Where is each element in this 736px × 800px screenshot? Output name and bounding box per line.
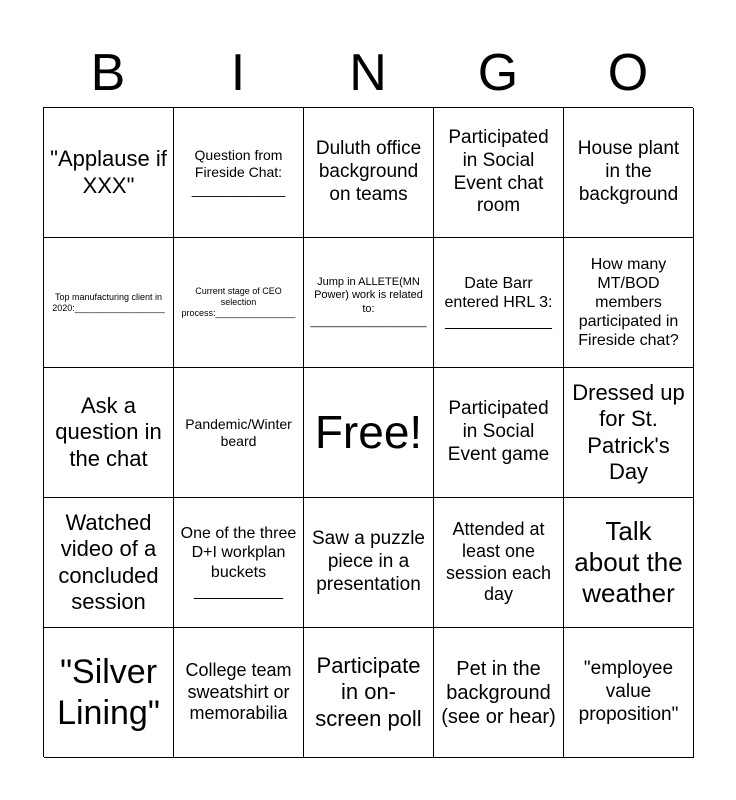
bingo-cell[interactable] <box>304 628 434 758</box>
cell-text: "employee value proposition" <box>578 658 679 725</box>
cell-text: Dressed up for St. Patrick's Day <box>572 379 685 484</box>
bingo-header <box>43 40 693 106</box>
bingo-cell[interactable] <box>434 108 564 238</box>
cell-text: Current stage of CEO selection process:________________ <box>181 286 296 318</box>
header-letter-g: G <box>477 44 519 102</box>
cell-text: Top manufacturing client in 2020:__________________ <box>52 291 165 313</box>
cell-text: Pet in the background (see or hear) <box>441 657 556 728</box>
cell-text: "Silver Lining" <box>57 652 160 732</box>
header-letter-n: N <box>349 44 387 102</box>
cell-text: How many MT/BOD members participated in Fireside chat? <box>578 255 679 350</box>
header-letter-i: I <box>230 44 246 102</box>
header-letter-b: B <box>90 44 126 102</box>
cell-text: Participate in on-screen poll <box>315 652 422 731</box>
bingo-cell[interactable] <box>174 108 304 238</box>
bingo-cell[interactable] <box>304 498 434 628</box>
cell-text: Participated in Social Event game <box>447 398 550 465</box>
cell-text: Ask a question in the chat <box>55 392 162 471</box>
bingo-cell[interactable] <box>44 628 174 758</box>
bingo-cell[interactable] <box>304 108 434 238</box>
cell-text: Duluth office background on teams <box>315 138 422 205</box>
cell-text: Date Barr entered HRL 3: ____________ <box>444 274 553 331</box>
bingo-cell[interactable] <box>44 498 174 628</box>
bingo-cell[interactable] <box>434 368 564 498</box>
bingo-cell[interactable] <box>174 498 304 628</box>
cell-text: College team sweatshirt or memorabilia <box>185 660 292 724</box>
cell-text: Pandemic/Winter beard <box>185 415 292 449</box>
bingo-cell-free[interactable] <box>304 368 434 498</box>
bingo-cell[interactable] <box>564 108 694 238</box>
header-letter-o: O <box>607 44 649 102</box>
bingo-cell[interactable] <box>304 238 434 368</box>
cell-text: "Applause if XXX" <box>50 146 167 198</box>
bingo-cell[interactable] <box>174 238 304 368</box>
cell-text: Saw a puzzle piece in a presentation <box>311 528 425 595</box>
cell-text: One of the three D+I workplan buckets __________ <box>180 525 297 600</box>
cell-text: Free! <box>314 405 423 458</box>
bingo-cell[interactable] <box>564 238 694 368</box>
cell-text: Question from Fireside Chat: ____________ <box>191 147 286 197</box>
bingo-cell[interactable] <box>564 498 694 628</box>
bingo-cell[interactable] <box>434 238 564 368</box>
bingo-cell[interactable] <box>44 238 174 368</box>
bingo-card <box>43 107 693 757</box>
cell-text: Attended at least one session each day <box>445 519 552 605</box>
cell-text: House plant in the background <box>577 138 680 205</box>
bingo-cell[interactable] <box>174 368 304 498</box>
cell-text: Participated in Social Event chat room <box>448 126 549 217</box>
bingo-cell[interactable] <box>44 368 174 498</box>
bingo-cell[interactable] <box>434 498 564 628</box>
bingo-cell[interactable] <box>44 108 174 238</box>
cell-text: Watched video of a concluded session <box>58 509 159 614</box>
cell-text: Talk about the weather <box>574 515 683 609</box>
bingo-cell[interactable] <box>434 628 564 758</box>
bingo-cell[interactable] <box>174 628 304 758</box>
bingo-cell[interactable] <box>564 368 694 498</box>
cell-text: Jump in ALLETE(MN Power) work is related to: ___________________ <box>310 276 427 328</box>
bingo-cell[interactable] <box>564 628 694 758</box>
